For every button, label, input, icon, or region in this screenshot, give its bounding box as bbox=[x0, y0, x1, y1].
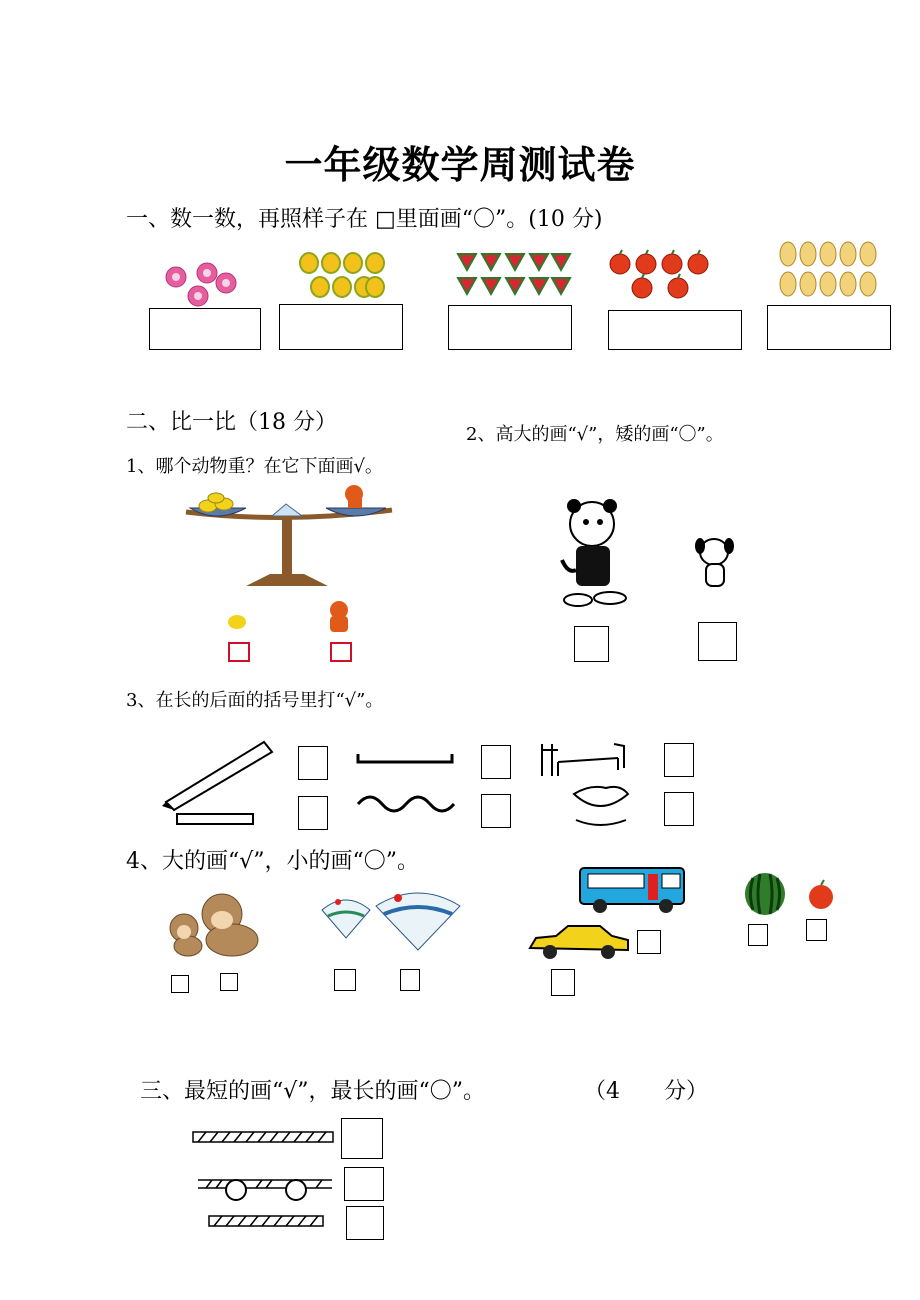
apple-icon bbox=[806, 880, 836, 910]
answer-box-small-fan[interactable] bbox=[334, 969, 356, 991]
answer-box-rope-long[interactable] bbox=[341, 1118, 383, 1159]
answer-box-rope-short[interactable] bbox=[346, 1206, 384, 1240]
page-title: 一年级数学周测试卷 bbox=[284, 143, 636, 187]
answer-box-straight-line[interactable] bbox=[481, 745, 511, 779]
corn-illustration bbox=[298, 252, 386, 300]
answer-box-rope-knotted[interactable] bbox=[344, 1167, 384, 1201]
answer-box-eraser[interactable] bbox=[298, 796, 328, 830]
answer-box-bed[interactable] bbox=[664, 743, 694, 777]
cradle-illustration bbox=[570, 774, 632, 826]
straight-line-illustration bbox=[356, 752, 456, 768]
section2-heading: 二、比一比（18 分） bbox=[126, 410, 337, 435]
question-1: 1、哪个动物重？在它下面画√。 bbox=[126, 456, 383, 477]
dog-illustration bbox=[692, 534, 738, 592]
answer-box[interactable] bbox=[448, 305, 572, 350]
flowers-illustration bbox=[160, 262, 240, 310]
section3-score: （4 分） bbox=[584, 1079, 708, 1104]
taxi-illustration bbox=[528, 922, 630, 962]
answer-box-small-monkey[interactable] bbox=[171, 975, 189, 993]
fans-illustration bbox=[318, 890, 462, 952]
rope-short-illustration bbox=[208, 1214, 326, 1228]
watermelon-icon bbox=[744, 872, 786, 916]
answer-box[interactable] bbox=[767, 305, 891, 350]
section3-heading: 三、最短的画“√”，最长的画“〇”。 bbox=[140, 1079, 486, 1104]
answer-box-big-fan[interactable] bbox=[400, 969, 420, 991]
answer-box-cat[interactable] bbox=[330, 642, 352, 662]
pears-illustration bbox=[778, 236, 878, 300]
answer-box-bus[interactable] bbox=[551, 969, 575, 996]
answer-box-tiger[interactable] bbox=[574, 626, 609, 662]
answer-box-apple[interactable] bbox=[806, 919, 827, 941]
monkeys-illustration bbox=[166, 892, 266, 958]
answer-box-dog[interactable] bbox=[698, 622, 737, 661]
eraser-illustration bbox=[176, 812, 256, 826]
answer-box-wavy-line[interactable] bbox=[481, 794, 511, 828]
strawberries-illustration bbox=[454, 248, 572, 298]
question-3: 3、在长的后面的括号里打“√”。 bbox=[126, 690, 384, 711]
answer-box-cradle[interactable] bbox=[664, 792, 694, 826]
wavy-line-illustration bbox=[356, 790, 460, 820]
section1-heading: 一、数一数，再照样子在 □里面画“〇”。(10 分) bbox=[126, 207, 603, 232]
answer-box-chick[interactable] bbox=[228, 642, 250, 662]
answer-box[interactable] bbox=[279, 304, 403, 350]
question-4: 4、大的画“√”，小的画“〇”。 bbox=[126, 849, 420, 874]
question-2: 2、高大的画“√”，矮的画“〇”。 bbox=[466, 424, 724, 445]
tiger-illustration bbox=[558, 500, 632, 612]
answer-box-big-monkey[interactable] bbox=[220, 973, 238, 991]
answer-box-taxi[interactable] bbox=[637, 930, 661, 954]
chick-icon bbox=[226, 612, 248, 630]
apples-illustration bbox=[608, 250, 712, 300]
answer-box[interactable] bbox=[149, 308, 261, 350]
rope-knotted-illustration bbox=[196, 1170, 336, 1204]
answer-box-watermelon[interactable] bbox=[748, 924, 768, 946]
answer-box-pencil[interactable] bbox=[298, 746, 328, 780]
rope-long-illustration bbox=[192, 1130, 336, 1144]
bus-illustration bbox=[578, 864, 686, 914]
answer-box[interactable] bbox=[608, 310, 742, 350]
balance-scale-illustration bbox=[186, 482, 392, 592]
cat-icon bbox=[324, 600, 354, 634]
